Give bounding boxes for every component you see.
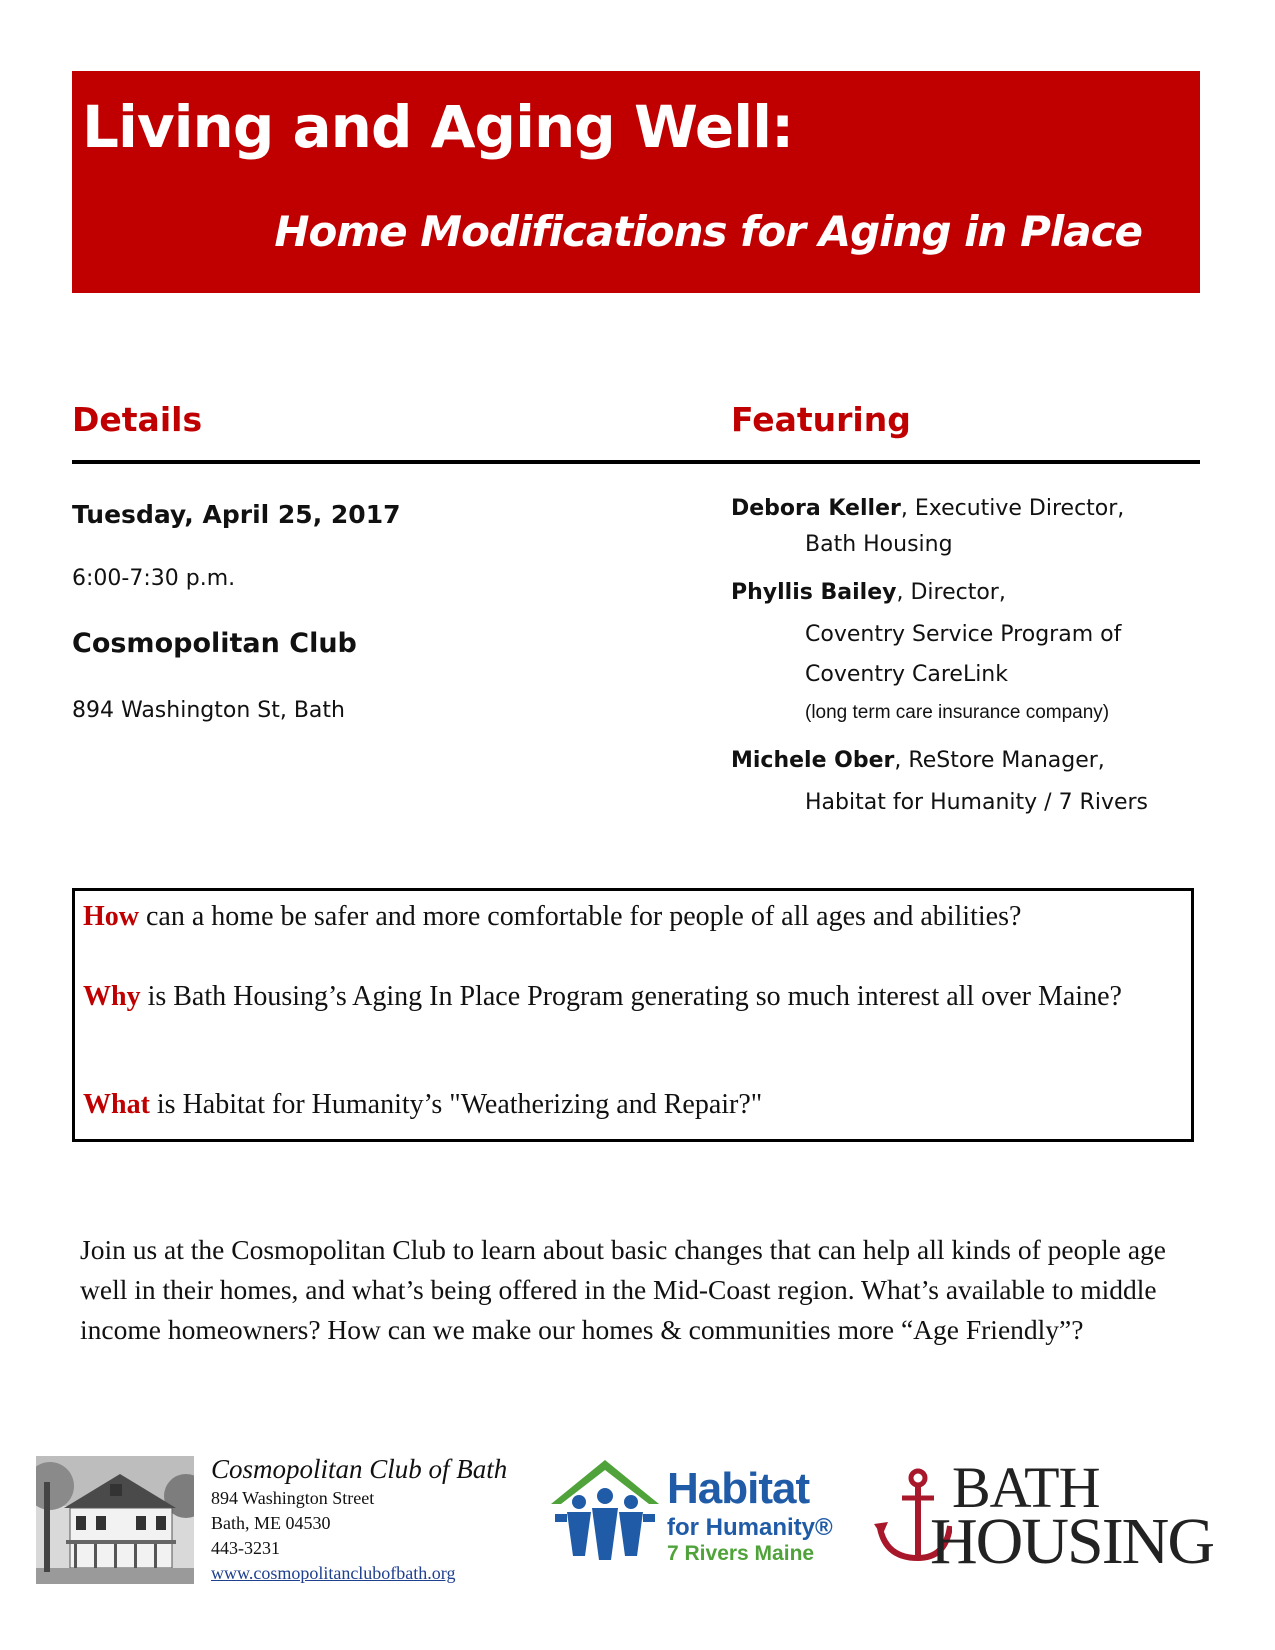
question-text: can a home be safer and more comfortable for people of all ages and abilities? [139, 901, 1022, 932]
speaker-3 [731, 748, 1105, 773]
question-why [83, 977, 1183, 1016]
club-website-link[interactable]: www.cosmopolitanclubofbath.org [211, 1563, 456, 1583]
section-divider [72, 460, 1200, 464]
speaker-detail: Coventry Service Program of [805, 622, 1122, 647]
club-phone: 443-3231 [211, 1538, 280, 1558]
speaker-name: Debora Keller [731, 496, 901, 521]
cosmopolitan-club-contact [211, 1452, 507, 1586]
club-city: Bath, ME 04530 [211, 1513, 331, 1533]
speaker-detail: Habitat for Humanity / 7 Rivers [805, 790, 1149, 815]
bath-housing-wordmark-2: HOUSING [930, 1505, 1213, 1578]
question-keyword: How [83, 901, 139, 932]
question-what [83, 1085, 1183, 1124]
page-title: Living and Aging Well: [82, 93, 794, 161]
speaker-role: , ReStore Manager, [894, 748, 1105, 773]
description-paragraph: Join us at the Cosmopolitan Club to learn about basic changes that can help all kinds of people age well in their homes, and what’s being offered in the Mid-Coast region. What’s available to middle income homeowners? How can we make our homes & communities more “Age Friendly”? [80, 1234, 1166, 1345]
speaker-1 [731, 496, 1124, 521]
question-text: is Habitat for Humanity’s "Weatherizing and Repair?" [149, 1089, 763, 1120]
question-keyword: Why [83, 981, 141, 1012]
speaker-role: , Executive Director, [900, 496, 1125, 521]
details-heading: Details [72, 400, 203, 439]
habitat-house-icon [545, 1452, 665, 1572]
habitat-wordmark: Habitat [667, 1464, 810, 1513]
questions-box [72, 888, 1194, 1142]
event-address: 894 Washington St, Bath [72, 698, 345, 723]
bath-housing-logo [872, 1454, 1232, 1584]
bath-housing-wordmark-1: BATH [952, 1455, 1100, 1520]
club-name: Cosmopolitan Club of Bath [211, 1454, 508, 1484]
title-banner [72, 71, 1200, 293]
club-street: 894 Washington Street [211, 1488, 375, 1508]
speaker-detail: Coventry CareLink [805, 662, 1008, 687]
habitat-affiliate: 7 Rivers Maine [667, 1542, 815, 1565]
question-keyword: What [83, 1089, 150, 1120]
habitat-logo [545, 1452, 835, 1572]
speaker-2 [731, 580, 1006, 605]
speaker-detail: Bath Housing [805, 532, 953, 557]
question-text: is Bath Housing’s Aging In Place Program generating so much interest all over Maine? [140, 981, 1122, 1012]
speaker-name: Phyllis Bailey [731, 580, 897, 605]
speaker-role: , Director, [896, 580, 1006, 605]
event-date: Tuesday, April 25, 2017 [72, 500, 401, 529]
cosmopolitan-club-photo [36, 1456, 194, 1584]
page-subtitle: Home Modifications for Aging in Place [274, 207, 1142, 256]
speaker-name: Michele Ober [731, 748, 895, 773]
event-time: 6:00-7:30 p.m. [72, 566, 236, 591]
habitat-wordmark-sub: for Humanity® [667, 1514, 833, 1541]
featuring-heading: Featuring [731, 400, 911, 439]
question-how [83, 897, 1183, 936]
speaker-note: (long term care insurance company) [805, 702, 1110, 723]
event-venue: Cosmopolitan Club [72, 628, 357, 659]
